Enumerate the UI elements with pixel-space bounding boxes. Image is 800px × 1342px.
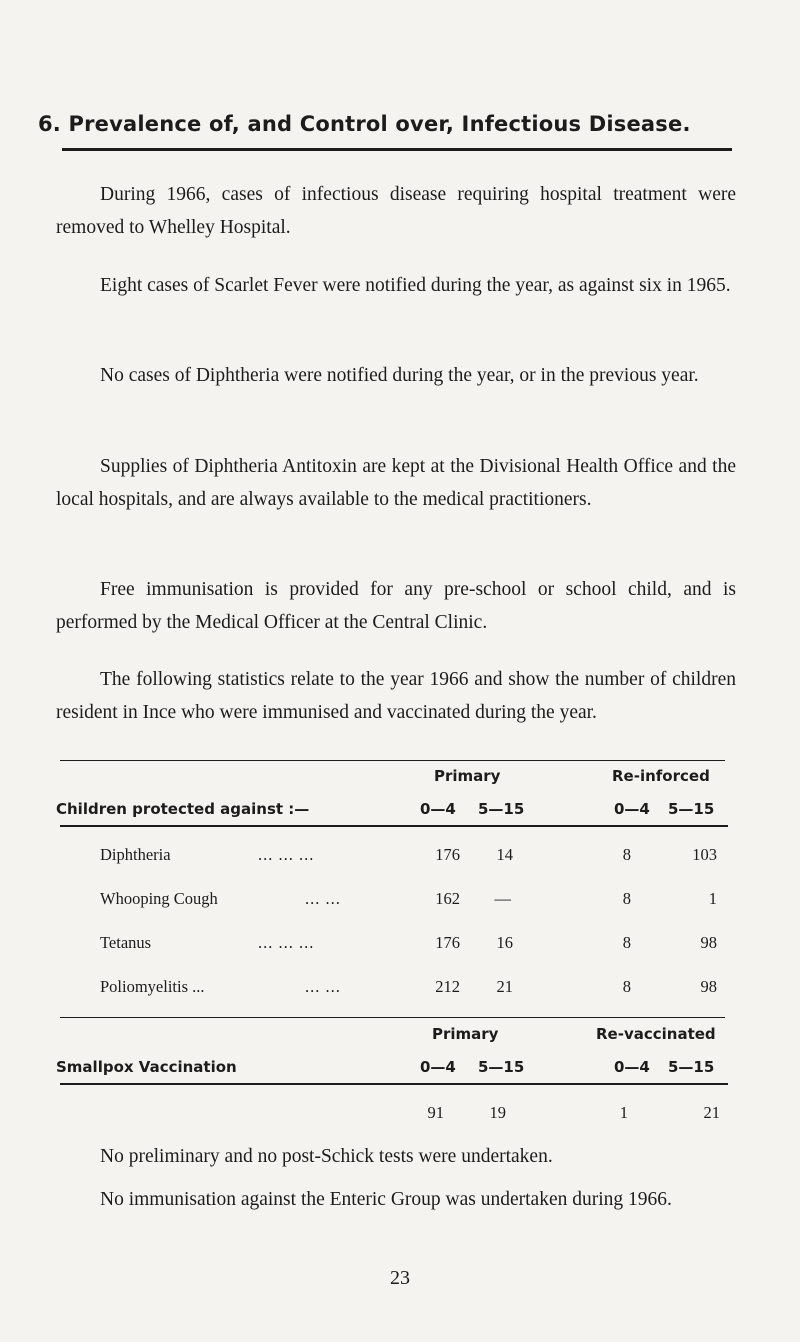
table1-col-reinforced-0-4: 0—4 bbox=[614, 800, 650, 818]
closing-schick: No preliminary and no post-Schick tests were undertaken. bbox=[100, 1146, 553, 1167]
table2-group-revaccinated: Re-vaccinated bbox=[596, 1025, 716, 1043]
table1-polio-primary-0-4: 212 bbox=[435, 977, 460, 996]
table1-group-reinforced: Re-inforced bbox=[612, 767, 710, 785]
table1-col-primary-0-4: 0—4 bbox=[420, 800, 456, 818]
paragraph-antitoxin: Supplies of Diphtheria Antitoxin are kept at the Divisional Health Office and the local hospitals, and are always available to the medical practitioners. bbox=[56, 456, 736, 510]
table1-whooping-primary-5-15: — bbox=[494, 889, 511, 908]
table2-primary-5-15: 19 bbox=[489, 1103, 506, 1122]
table2-col-primary-0-4: 0—4 bbox=[420, 1058, 456, 1076]
table1-dots-diphtheria: ... ... ... bbox=[258, 845, 315, 864]
table1-diphtheria-primary-5-15: 14 bbox=[496, 845, 513, 864]
table1-dots-tetanus: ... ... ... bbox=[258, 933, 315, 952]
table1-label-tetanus: Tetanus bbox=[100, 933, 152, 952]
table1-polio-primary-5-15: 21 bbox=[496, 977, 513, 996]
table1-top-rule-left bbox=[60, 760, 405, 761]
table1-tetanus-primary-0-4: 176 bbox=[435, 933, 460, 952]
table1-top-rule-right bbox=[405, 760, 725, 761]
table1-group-primary: Primary bbox=[434, 767, 501, 785]
table1-label-whooping-cough: Whooping Cough bbox=[100, 889, 218, 908]
paragraph-hospital: During 1966, cases of infectious disease requiring hospital treatment were removed to Whelley Hospital. bbox=[56, 184, 736, 238]
section-heading: 6. Prevalence of, and Control over, Infectious Disease. bbox=[38, 112, 691, 136]
table2-col-primary-5-15: 5—15 bbox=[478, 1058, 525, 1076]
table2-row-header: Smallpox Vaccination bbox=[56, 1058, 237, 1076]
table1-col-primary-5-15: 5—15 bbox=[478, 800, 525, 818]
table1-label-diphtheria: Diphtheria bbox=[100, 845, 171, 864]
table1-tetanus-reinforced-5-15: 98 bbox=[700, 933, 717, 952]
table1-label-poliomyelitis: Poliomyelitis ... bbox=[100, 977, 205, 996]
table1-diphtheria-reinforced-0-4: 8 bbox=[622, 845, 631, 864]
table2-header-rule bbox=[60, 1083, 728, 1085]
table2-top-rule-right bbox=[405, 1017, 725, 1018]
table1-whooping-reinforced-5-15: 1 bbox=[708, 889, 717, 908]
paragraph-statistics-intro: The following statistics relate to the year 1966 and show the number of children resident in Ince who were immunised and vaccinated during the year. bbox=[56, 669, 736, 723]
table2-top-rule-left bbox=[60, 1017, 405, 1018]
paragraph-free-immunisation: Free immunisation is provided for any pre-school or school child, and is performed by the Medical Officer at the Central Clinic. bbox=[56, 579, 736, 633]
table1-header-rule bbox=[60, 825, 728, 827]
table1-row-header: Children protected against :— bbox=[56, 800, 310, 818]
table1-dots-whooping-cough: ... ... bbox=[305, 889, 341, 908]
table2-group-primary: Primary bbox=[432, 1025, 499, 1043]
table1-polio-reinforced-5-15: 98 bbox=[700, 977, 717, 996]
closing-enteric: No immunisation against the Enteric Group was undertaken during 1966. bbox=[100, 1189, 672, 1210]
table1-dots-poliomyelitis: ... ... bbox=[305, 977, 341, 996]
table1-polio-reinforced-0-4: 8 bbox=[622, 977, 631, 996]
paragraph-diphtheria: No cases of Diphtheria were notified during the year, or in the previous year. bbox=[100, 365, 699, 386]
table2-revaccinated-5-15: 21 bbox=[703, 1103, 720, 1122]
paragraph-scarlet-fever: Eight cases of Scarlet Fever were notified during the year, as against six in 1965. bbox=[100, 275, 731, 296]
table2-revaccinated-0-4: 1 bbox=[619, 1103, 628, 1122]
table2-col-revaccinated-5-15: 5—15 bbox=[668, 1058, 715, 1076]
table2-col-revaccinated-0-4: 0—4 bbox=[614, 1058, 650, 1076]
table1-whooping-reinforced-0-4: 8 bbox=[622, 889, 631, 908]
table1-col-reinforced-5-15: 5—15 bbox=[668, 800, 715, 818]
table1-whooping-primary-0-4: 162 bbox=[435, 889, 460, 908]
heading-underline bbox=[62, 148, 732, 151]
table1-diphtheria-reinforced-5-15: 103 bbox=[692, 845, 717, 864]
page-number: 23 bbox=[390, 1267, 410, 1289]
table1-diphtheria-primary-0-4: 176 bbox=[435, 845, 460, 864]
table1-tetanus-reinforced-0-4: 8 bbox=[622, 933, 631, 952]
table2-primary-0-4: 91 bbox=[427, 1103, 444, 1122]
table1-tetanus-primary-5-15: 16 bbox=[496, 933, 513, 952]
